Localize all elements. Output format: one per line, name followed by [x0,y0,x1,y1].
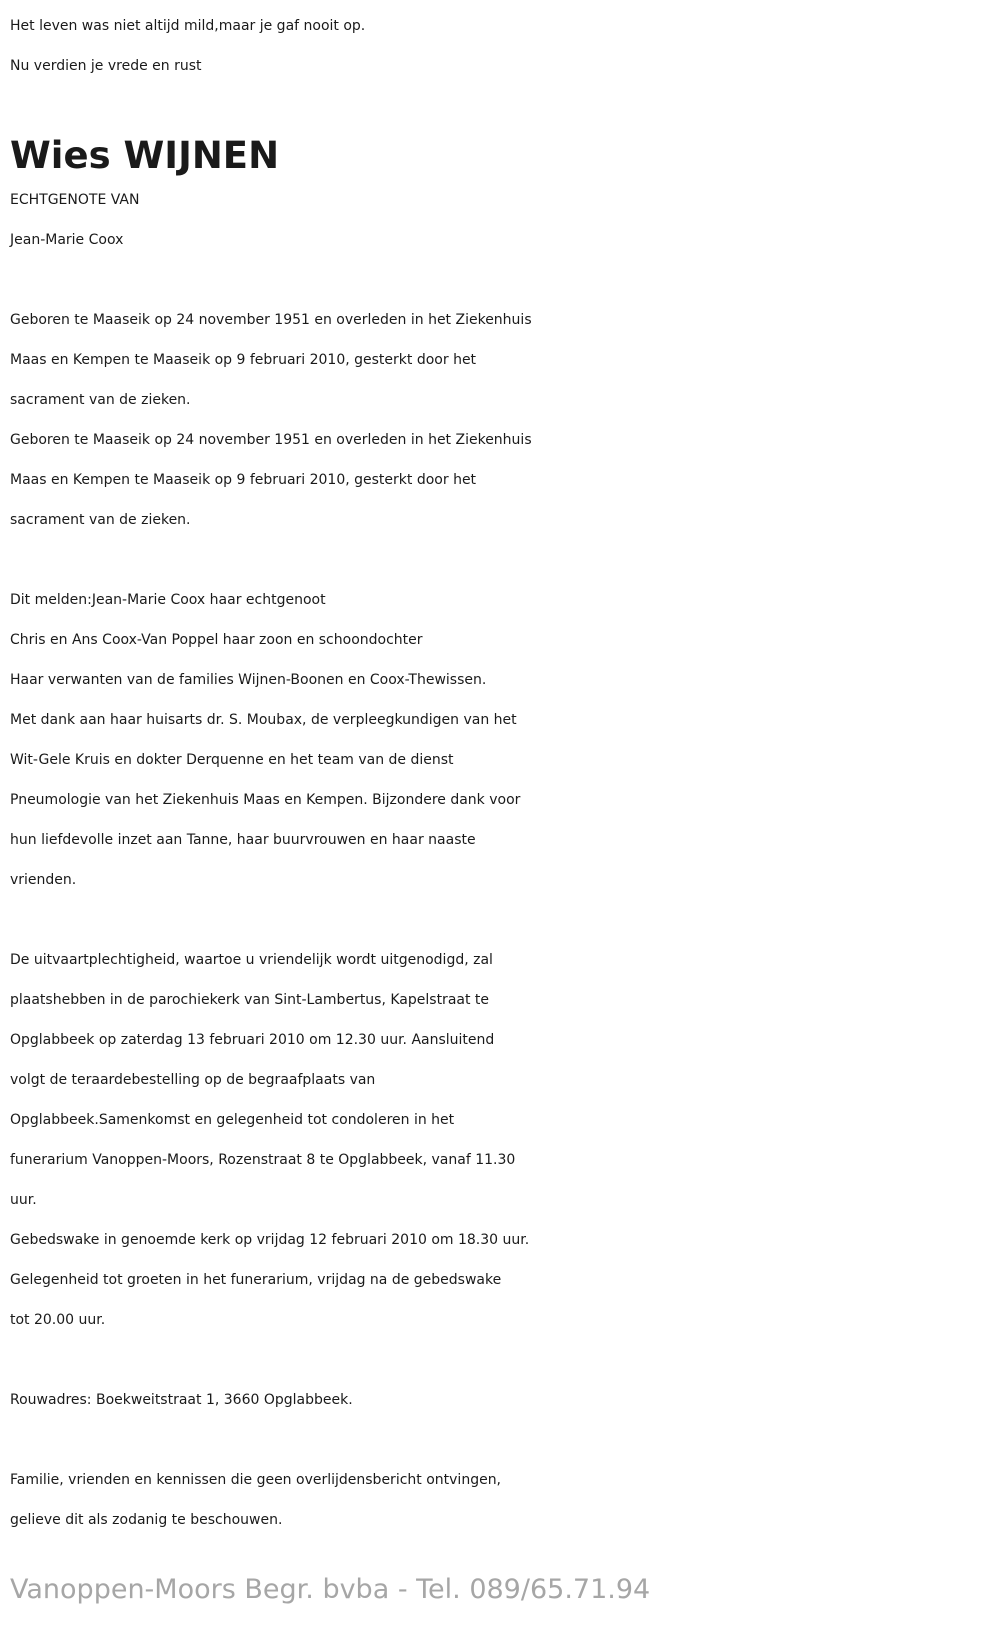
birth-death-line: Geboren te Maaseik op 24 november 1951 en overleden in het Ziekenhuis [10,312,532,328]
funeral-line: De uitvaartplechtigheid, waartoe u vriendelijk wordt uitgenodigd, zal [10,952,493,968]
announced-by-block [10,580,1000,900]
birth-death-line: sacrament van de zieken. [10,392,191,408]
closing-block [10,1460,1000,1540]
spacer [10,1420,1000,1460]
funeral-line: tot 20.00 uur. [10,1312,106,1328]
mourning-address: Rouwadres: Boekweitstraat 1, 3660 Opglabbeek. [10,1392,353,1408]
motto-block [10,6,1000,86]
spacer [10,540,1000,580]
announcement-line: Met dank aan haar huisarts dr. S. Moubax, de verpleegkundigen van het [10,712,517,728]
announcement-line: hun liefdevolle inzet aan Tanne, haar buurvrouwen en haar naaste [10,832,476,848]
funeral-line: uur. [10,1192,37,1208]
funeral-line: funerarium Vanoppen-Moors, Rozenstraat 8 te Opglabbeek, vanaf 11.30 [10,1152,516,1168]
announcement-line: Haar verwanten van de families Wijnen-Boonen en Coox-Thewissen. [10,672,487,688]
funeral-home-footer: Vanoppen-Moors Begr. bvba - Tel. 089/65.71.94 [10,1574,651,1605]
announcement-line: Pneumologie van het Ziekenhuis Maas en Kempen. Bijzondere dank voor [10,792,521,808]
funeral-line: Opglabbeek.Samenkomst en gelegenheid tot condoleren in het [10,1112,455,1128]
spacer [10,86,1000,126]
deceased-block [10,126,1000,260]
birth-death-line: Geboren te Maaseik op 24 november 1951 en overleden in het Ziekenhuis [10,432,532,448]
announcement-line: Chris en Ans Coox-Van Poppel haar zoon en schoondochter [10,632,423,648]
funeral-line: Gelegenheid tot groeten in het funerarium, vrijdag na de gebedswake [10,1272,502,1288]
funeral-block [10,940,1000,1340]
announcement-line: Dit melden:Jean-Marie Coox haar echtgenoot [10,592,326,608]
funeral-line: Opglabbeek op zaterdag 13 februari 2010 om 12.30 uur. Aansluitend [10,1032,495,1048]
spacer [10,900,1000,940]
relation-label: ECHTGENOTE VAN [10,192,140,208]
spouse-name: Jean-Marie Coox [10,232,124,248]
birth-death-block [10,300,1000,540]
announcement-line: vrienden. [10,872,77,888]
motto-line: Nu verdien je vrede en rust [10,58,202,74]
closing-line: Familie, vrienden en kennissen die geen overlijdensbericht ontvingen, [10,1472,502,1488]
spacer [10,260,1000,300]
funeral-line: Gebedswake in genoemde kerk op vrijdag 12 februari 2010 om 18.30 uur. [10,1232,530,1248]
funeral-line: plaatshebben in de parochiekerk van Sint-Lambertus, Kapelstraat te [10,992,490,1008]
birth-death-line: sacrament van de zieken. [10,512,191,528]
deceased-name: Wies WIJNEN [10,134,280,177]
closing-line: gelieve dit als zodanig te beschouwen. [10,1512,283,1528]
announcement-line: Wit-Gele Kruis en dokter Derquenne en het team van de dienst [10,752,454,768]
funeral-line: volgt de teraardebestelling op de begraafplaats van [10,1072,376,1088]
spacer [10,1340,1000,1380]
birth-death-line: Maas en Kempen te Maaseik op 9 februari 2010, gesterkt door het [10,352,477,368]
birth-death-line: Maas en Kempen te Maaseik op 9 februari 2010, gesterkt door het [10,472,477,488]
motto-line: Het leven was niet altijd mild,maar je gaf nooit op. [10,18,366,34]
